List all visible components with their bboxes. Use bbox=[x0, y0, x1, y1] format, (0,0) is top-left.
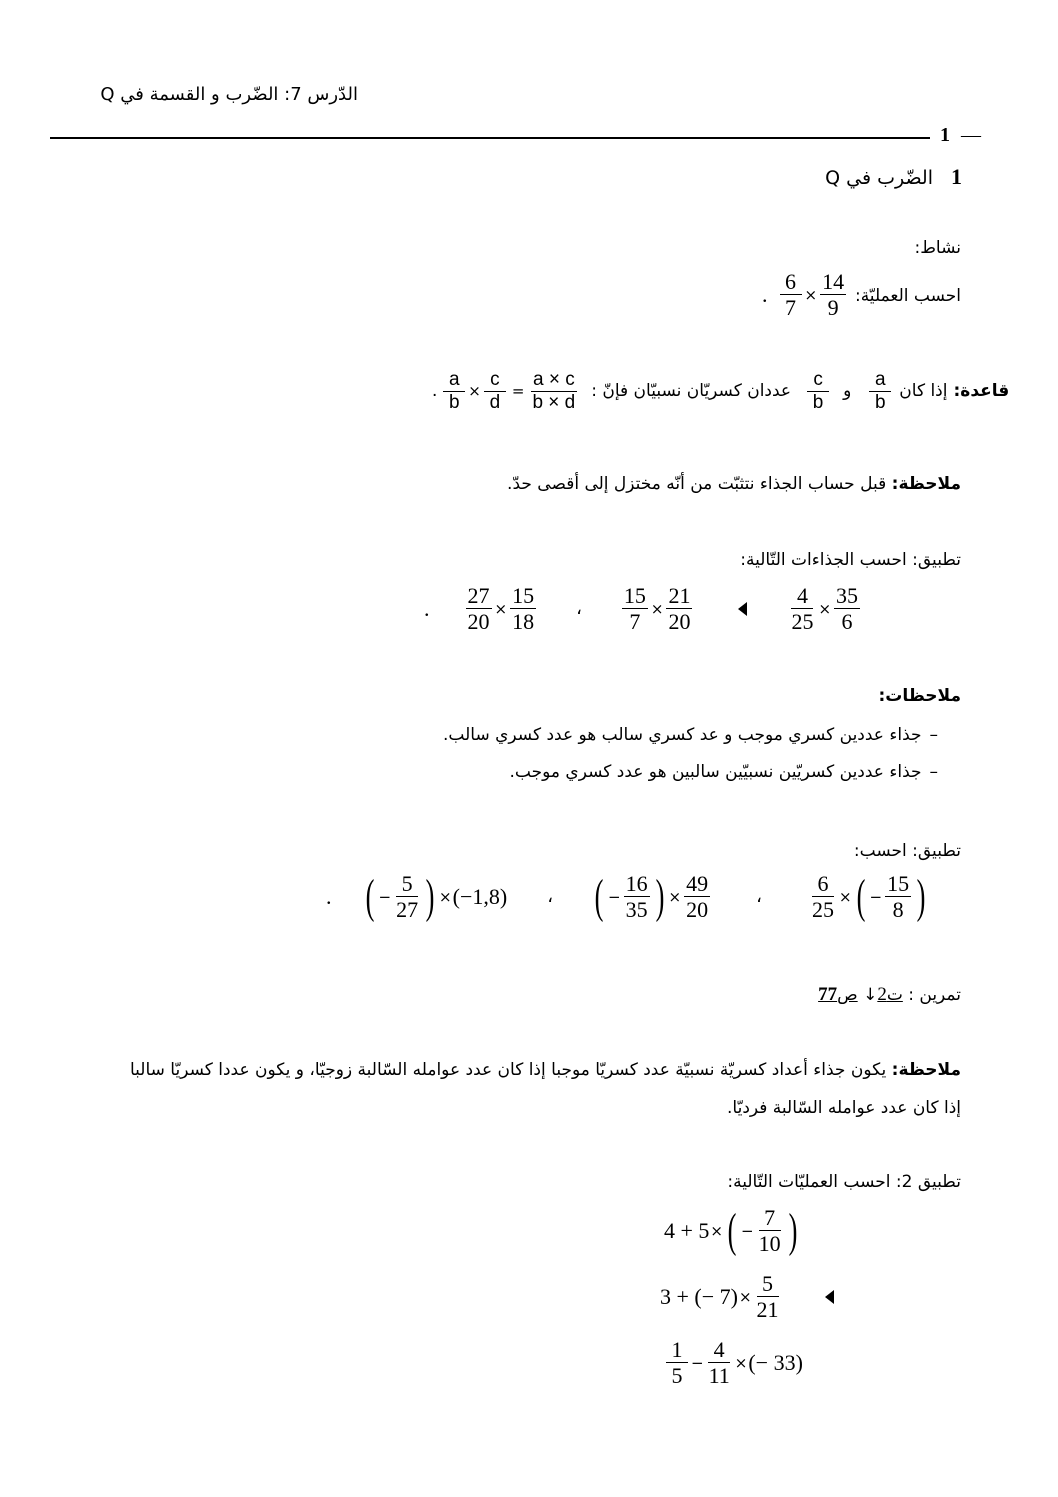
note-2-label: ملاحظة: bbox=[891, 1060, 961, 1080]
right-paren: ) bbox=[788, 1203, 797, 1257]
exercise-ref-page-number: 77 bbox=[818, 984, 838, 1005]
denominator: 9 bbox=[827, 295, 839, 321]
triangle-separator-icon bbox=[738, 602, 747, 616]
equals-sign: = bbox=[511, 382, 525, 401]
application-2-label: تطبيق: bbox=[912, 841, 961, 861]
note-2-text-1: يكون جذاء أعداد كسريّة نسبيّة عدد كسريّا موجبا إذا كان عدد عوامله السّالبة زوجيّا، و يكون عددا كسريّا سالبا bbox=[129, 1060, 887, 1080]
denominator: b bbox=[448, 391, 460, 413]
times-sign: × bbox=[734, 1353, 748, 1372]
denominator: 6 bbox=[841, 609, 853, 635]
right-paren: ) bbox=[655, 869, 664, 923]
times-sign: × bbox=[738, 1287, 752, 1306]
note-2-text-2: إذا كان عدد عوامله السّالبة فرديّا. bbox=[727, 1098, 961, 1118]
separator: ، bbox=[576, 598, 582, 619]
denominator: 20 bbox=[668, 609, 691, 635]
section-title bbox=[825, 164, 962, 190]
fraction bbox=[666, 584, 692, 633]
denominator: 7 bbox=[785, 295, 796, 321]
expression-tail: (− 33) bbox=[748, 1349, 803, 1375]
fraction bbox=[807, 370, 829, 413]
left-paren: ( bbox=[365, 869, 374, 923]
numerator: a bbox=[869, 370, 891, 392]
application-3-expression-1 bbox=[664, 1203, 801, 1257]
numerator: 6 bbox=[780, 270, 802, 295]
activity-label bbox=[914, 238, 961, 258]
fraction bbox=[466, 584, 492, 633]
denominator: 5 bbox=[671, 1363, 683, 1389]
denominator: 8 bbox=[892, 897, 904, 923]
section-number: 1 bbox=[951, 164, 962, 189]
denominator: d bbox=[489, 391, 501, 413]
denominator: 7 bbox=[629, 609, 641, 635]
fraction bbox=[789, 584, 815, 633]
rule-frac-2 bbox=[805, 370, 831, 413]
factor: (−1,8) bbox=[452, 883, 508, 909]
separator: ، bbox=[756, 886, 762, 907]
times-sign: × bbox=[804, 285, 818, 304]
exercise-ref-page: ص bbox=[837, 985, 858, 1005]
numerator: 7 bbox=[759, 1206, 781, 1231]
rule-text-2: عددان كسريّان نسبيّان فإنّ : bbox=[591, 381, 792, 402]
denominator: 25 bbox=[811, 897, 834, 923]
numerator: 4 bbox=[791, 584, 813, 609]
application-1-text: احسب الجذاءات التّالية: bbox=[740, 550, 907, 570]
application-3-text: احسب العمليّات التّالية: bbox=[727, 1172, 891, 1192]
minus-sign: − bbox=[607, 887, 621, 906]
denominator: b bbox=[812, 391, 824, 413]
numerator: 16 bbox=[625, 871, 648, 896]
activity-instruction bbox=[855, 286, 961, 306]
remark-item bbox=[510, 762, 938, 782]
period: . bbox=[762, 281, 768, 307]
left-paren: ( bbox=[856, 869, 865, 923]
lesson-title bbox=[100, 84, 358, 105]
numerator: 5 bbox=[757, 1272, 779, 1297]
note-1 bbox=[507, 474, 961, 494]
activity-expression bbox=[762, 270, 848, 319]
numerator: 4 bbox=[708, 1338, 730, 1363]
expression-lead: 4 + 5 bbox=[664, 1217, 710, 1243]
arrow-down-icon: ↓ bbox=[863, 985, 878, 1005]
times-sign: × bbox=[439, 887, 452, 906]
denominator: b × d bbox=[532, 391, 576, 413]
numerator: 6 bbox=[812, 872, 834, 897]
fraction bbox=[820, 270, 846, 319]
times-sign: × bbox=[838, 887, 852, 906]
exercise-reference bbox=[877, 985, 903, 1005]
denominator: 18 bbox=[512, 609, 535, 635]
numerator: c bbox=[807, 370, 829, 392]
fraction bbox=[707, 1338, 732, 1387]
times-sign: × bbox=[468, 382, 481, 401]
remarks-label bbox=[878, 686, 961, 706]
remark-text: جذاء عددين كسري موجب و عد كسري سالب هو عدد كسري سالب. bbox=[443, 725, 922, 745]
application-2-text: احسب: bbox=[853, 841, 907, 861]
fraction bbox=[755, 1272, 781, 1321]
fraction bbox=[780, 270, 802, 319]
times-sign: × bbox=[668, 887, 682, 906]
numerator: 15 bbox=[623, 583, 646, 608]
remarks-label-text: ملاحظات: bbox=[878, 686, 961, 706]
denominator: 25 bbox=[791, 609, 814, 635]
rule-formula bbox=[432, 370, 579, 413]
denominator: 11 bbox=[708, 1363, 730, 1389]
fraction bbox=[530, 370, 577, 413]
application-3-label: تطبيق 2: bbox=[895, 1172, 961, 1192]
times-sign: × bbox=[710, 1221, 723, 1240]
bullet: – bbox=[929, 725, 938, 745]
page-number-text: 1 bbox=[940, 124, 950, 146]
numerator: c bbox=[484, 370, 506, 392]
times-sign: × bbox=[818, 599, 832, 618]
minus-sign: − bbox=[378, 887, 392, 906]
fraction bbox=[666, 1338, 688, 1387]
fraction bbox=[810, 872, 836, 921]
numerator: 15 bbox=[512, 583, 535, 608]
note-2-line-2 bbox=[727, 1098, 961, 1118]
numerator: 1 bbox=[666, 1338, 688, 1363]
period: . bbox=[326, 883, 332, 909]
fraction bbox=[443, 370, 465, 413]
numerator: 5 bbox=[396, 872, 418, 897]
fraction bbox=[394, 872, 420, 921]
numerator: 35 bbox=[836, 583, 859, 608]
fraction bbox=[869, 370, 891, 413]
left-paren: ( bbox=[727, 1203, 737, 1257]
application-1-heading bbox=[740, 550, 961, 570]
application-1-label: تطبيق: bbox=[912, 550, 961, 570]
exercise-label: تمرين : bbox=[908, 985, 961, 1005]
right-paren: ) bbox=[916, 869, 926, 923]
denominator: b bbox=[875, 391, 886, 413]
note-1-label: ملاحظة: bbox=[891, 474, 961, 494]
header-rule bbox=[50, 137, 930, 139]
minus-sign: − bbox=[691, 1353, 704, 1372]
times-sign: × bbox=[494, 599, 508, 618]
fraction bbox=[885, 872, 911, 921]
rule-label: قاعدة: bbox=[953, 381, 1010, 402]
exercise-line bbox=[818, 984, 961, 1006]
lesson-title-text: الدّرس 7: الضّرب و القسمة في Q bbox=[100, 84, 358, 105]
denominator: 27 bbox=[396, 897, 419, 923]
application-3-expression-2 bbox=[660, 1272, 834, 1321]
numerator: a × c bbox=[532, 369, 575, 390]
note-1-text: قبل حساب الجذاء نتثبّت من أنّه مختزل إلى أقصى حدّ. bbox=[507, 474, 887, 494]
rule-line bbox=[432, 370, 1009, 413]
right-paren: ) bbox=[425, 869, 435, 923]
numerator: 21 bbox=[668, 583, 691, 608]
rule-and: و bbox=[843, 381, 852, 402]
rule-frac-1 bbox=[867, 370, 893, 413]
page-dash: — bbox=[961, 124, 981, 146]
minus-sign: − bbox=[740, 1221, 754, 1240]
application-3-expression-3 bbox=[664, 1338, 803, 1387]
activity-label-text: نشاط: bbox=[914, 238, 961, 258]
numerator: 49 bbox=[686, 871, 709, 896]
remark-item bbox=[443, 725, 938, 745]
numerator: 14 bbox=[822, 269, 845, 294]
application-1-expressions bbox=[424, 584, 862, 633]
denominator: 10 bbox=[758, 1231, 781, 1257]
application-2-heading bbox=[854, 841, 961, 861]
exercise-page-reference bbox=[818, 985, 858, 1005]
period: . bbox=[432, 380, 438, 402]
fraction bbox=[622, 584, 648, 633]
rule-text-1: إذا كان bbox=[899, 381, 948, 402]
numerator: 15 bbox=[887, 871, 910, 896]
numerator: a bbox=[443, 370, 465, 392]
denominator: 35 bbox=[625, 897, 648, 923]
fraction bbox=[684, 872, 710, 921]
remark-text: جذاء عددين كسريّين نسبيّين سالبين هو عدد كسري موجب. bbox=[509, 762, 922, 782]
denominator: 20 bbox=[467, 609, 490, 635]
activity-instruction-text: احسب العمليّة: bbox=[854, 286, 961, 306]
minus-sign: − bbox=[869, 887, 883, 906]
exercise-ref-number: 2 bbox=[877, 984, 887, 1005]
denominator: 20 bbox=[686, 897, 709, 923]
triangle-bullet-icon bbox=[825, 1290, 834, 1304]
exercise-ref-t: ت bbox=[886, 985, 903, 1005]
numerator: 27 bbox=[467, 583, 490, 608]
separator: ، bbox=[547, 886, 553, 907]
bullet: – bbox=[929, 762, 938, 782]
application-2-expressions bbox=[326, 869, 929, 923]
fraction bbox=[757, 1206, 783, 1255]
fraction bbox=[484, 370, 506, 413]
fraction bbox=[510, 584, 536, 633]
times-sign: × bbox=[650, 599, 664, 618]
fraction bbox=[834, 584, 860, 633]
expression-lead: 3 + (− 7) bbox=[660, 1283, 738, 1309]
period: . bbox=[424, 595, 430, 621]
denominator: 21 bbox=[756, 1297, 779, 1323]
note-2-line-1 bbox=[130, 1060, 961, 1080]
page-number bbox=[940, 124, 981, 147]
left-paren: ( bbox=[594, 869, 604, 923]
section-title-text: الضّرب في Q bbox=[825, 167, 933, 189]
application-3-heading bbox=[727, 1172, 961, 1192]
fraction bbox=[624, 872, 650, 921]
